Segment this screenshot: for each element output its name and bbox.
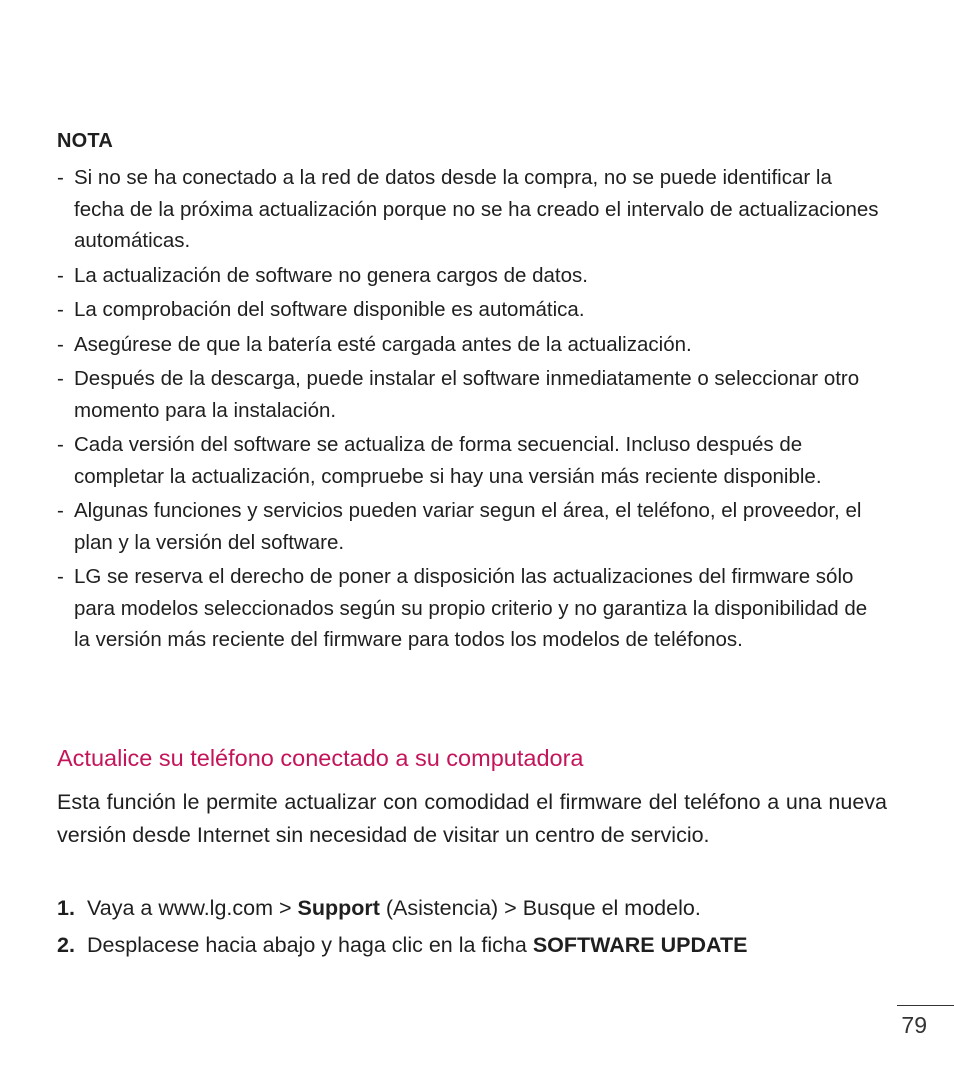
step-bold-term: Support [297, 896, 380, 920]
note-item [57, 429, 887, 492]
note-item [57, 329, 887, 361]
step-item [57, 929, 897, 962]
note-item-text: La actualización de software no genera cargos de datos. [74, 263, 588, 287]
dash-bullet: - [57, 298, 64, 321]
note-item [57, 363, 887, 426]
note-item-text: Si no se ha conectado a la red de datos desde la compra, no se puede identificar la fecha de la próxima actualización porque no se ha creado el intervalo de actualizaciones automáticas. [74, 166, 879, 252]
note-item-text: LG se reserva el derecho de poner a disposición las actualizaciones del firmware sólo para modelos seleccionados según su propio criterio y no garantiza la disponibilidad de la versión más reciente del firmware para todos los modelos de teléfonos. [74, 565, 868, 651]
note-item [57, 495, 887, 558]
section-heading: Actualice su teléfono conectado a su computadora [57, 745, 584, 771]
note-item-text: Cada versión del software se actualiza de forma secuencial. Incluso después de completar la actualización, compruebe si hay una versián más reciente disponible. [74, 433, 822, 488]
dash-bullet: - [57, 433, 64, 456]
page-number: 79 [901, 1012, 927, 1038]
step-bold-term: SOFTWARE UPDATE [532, 933, 748, 957]
note-item-text: Después de la descarga, puede instalar el software inmediatamente o seleccionar otro momento para la instalación. [74, 367, 860, 422]
dash-bullet: - [57, 565, 64, 588]
note-item-text: La comprobación del software disponible es automática. [74, 298, 585, 321]
dash-bullet: - [57, 499, 64, 522]
dash-bullet: - [57, 166, 64, 189]
note-item [57, 294, 887, 326]
step-text: (Asistencia) > Busque el modelo. [379, 896, 701, 920]
step-text: Desplacese hacia abajo y haga clic en la ficha [87, 933, 533, 957]
steps-list [57, 892, 897, 966]
note-title: NOTA [57, 130, 113, 152]
step-number: 1. [57, 896, 75, 920]
note-item-text: Asegúrese de que la batería esté cargada antes de la actualización. [74, 332, 692, 356]
note-item [57, 260, 887, 292]
step-item [57, 892, 897, 925]
note-item-text: Algunas funciones y servicios pueden variar segun el área, el teléfono, el proveedor, el plan y la versión del software. [74, 499, 862, 554]
note-item [57, 162, 887, 257]
step-text: Vaya a www.lg.com > [87, 896, 298, 920]
step-number: 2. [57, 933, 75, 957]
page-number-rule [897, 1005, 954, 1006]
dash-bullet: - [57, 332, 64, 356]
section-intro: Esta función le permite actualizar con comodidad el firmware del teléfono a una nueva versión desde Internet sin necesidad de visitar un centro de servicio. [57, 790, 887, 847]
note-item [57, 561, 887, 656]
dash-bullet: - [57, 367, 64, 390]
dash-bullet: - [57, 263, 64, 287]
note-list [57, 162, 887, 659]
